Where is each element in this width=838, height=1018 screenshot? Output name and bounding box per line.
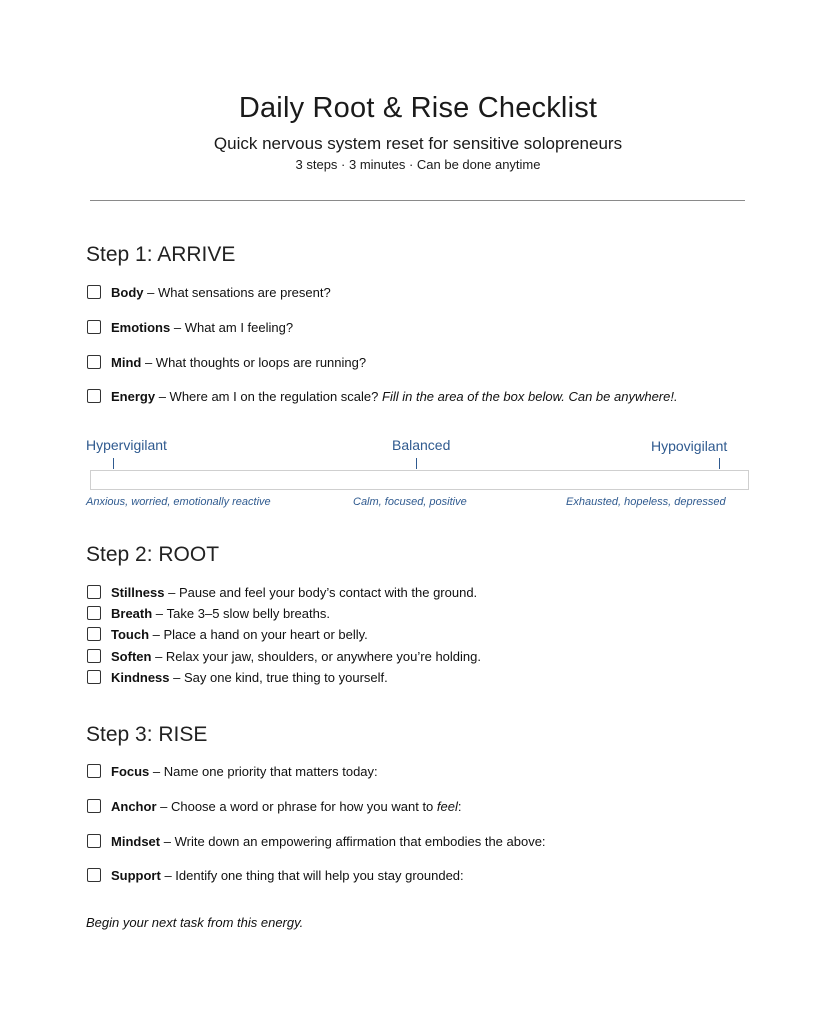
step3-item-anchor: [87, 797, 462, 815]
item-separator: –: [169, 669, 184, 685]
checkbox[interactable]: [87, 355, 101, 369]
item-separator: –: [152, 605, 167, 621]
item-note: Fill in the area of the box below. Can be anywhere!.: [382, 388, 678, 404]
header-divider: [90, 200, 745, 201]
item-text: Name one priority that matters today:: [163, 763, 378, 779]
item-text: Where am I on the regulation scale?: [169, 388, 379, 404]
checkbox[interactable]: [87, 834, 101, 848]
checkbox[interactable]: [87, 585, 101, 599]
item-label: Mindset: [111, 833, 161, 849]
item-separator: –: [156, 798, 171, 814]
step1-item-energy: [87, 387, 678, 405]
scale-label-hypovigilant: Hypovigilant: [651, 438, 728, 454]
checkbox[interactable]: [87, 764, 101, 778]
regulation-scale-box[interactable]: [90, 470, 749, 490]
item-emphasis: feel: [436, 798, 458, 814]
item-separator: –: [164, 584, 179, 600]
item-text: What thoughts or loops are running?: [155, 354, 367, 370]
item-label: Body: [111, 284, 144, 300]
item-label: Focus: [111, 763, 150, 779]
item-separator: –: [141, 354, 156, 370]
item-text: Take 3–5 slow belly breaths.: [166, 605, 330, 621]
item-separator: –: [149, 626, 164, 642]
item-text: What sensations are present?: [157, 284, 331, 300]
step1-heading: Step 1: ARRIVE: [86, 243, 236, 266]
checkbox[interactable]: [87, 627, 101, 641]
checkbox[interactable]: [87, 285, 101, 299]
item-text: Identify one thing that will help you stay grounded:: [175, 867, 464, 883]
checkbox[interactable]: [87, 799, 101, 813]
item-label: Stillness: [111, 584, 165, 600]
item-label: Energy: [111, 388, 156, 404]
item-suffix: :: [457, 798, 462, 814]
step2-item-touch: [87, 625, 368, 643]
step2-heading: Step 2: ROOT: [86, 543, 220, 566]
item-label: Kindness: [111, 669, 170, 685]
item-text: Write down an empowering affirmation that embodies the above:: [174, 833, 546, 849]
checkbox[interactable]: [87, 670, 101, 684]
item-text: Pause and feel your body’s contact with the ground.: [178, 584, 478, 600]
scale-desc-hypervigilant: Anxious, worried, emotionally reactive: [86, 496, 271, 508]
item-separator: –: [155, 388, 170, 404]
item-label: Emotions: [111, 319, 171, 335]
step3-item-support: [87, 866, 464, 884]
scale-desc-hypovigilant: Exhausted, hopeless, depressed: [566, 496, 726, 508]
page-meta: 3 steps · 3 minutes · Can be done anytime: [295, 157, 541, 172]
step2-item-stillness: [87, 583, 477, 601]
scale-desc-balanced: Calm, focused, positive: [353, 496, 467, 508]
item-separator: –: [170, 319, 185, 335]
step2-item-kindness: [87, 668, 388, 686]
checkbox[interactable]: [87, 389, 101, 403]
item-text: Place a hand on your heart or belly.: [163, 626, 368, 642]
scale-label-hypervigilant: Hypervigilant: [86, 437, 167, 453]
checkbox[interactable]: [87, 868, 101, 882]
step1-item-body: [87, 283, 331, 301]
item-separator: –: [151, 648, 166, 664]
checkbox[interactable]: [87, 606, 101, 620]
item-separator: –: [149, 763, 164, 779]
page-subtitle: Quick nervous system reset for sensitive solopreneurs: [213, 134, 623, 153]
step3-item-focus: [87, 762, 378, 780]
scale-tick-center: [416, 458, 417, 469]
item-separator: –: [160, 867, 176, 883]
step1-item-mind: [87, 353, 366, 371]
item-text: What am I feeling?: [184, 319, 294, 335]
item-label: Anchor: [111, 798, 157, 814]
closing-note: Begin your next task from this energy.: [86, 915, 304, 930]
item-separator: –: [160, 833, 175, 849]
step2-item-soften: [87, 647, 481, 665]
scale-tick-left: [113, 458, 114, 469]
checkbox[interactable]: [87, 320, 101, 334]
item-label: Breath: [111, 605, 153, 621]
step1-item-emotions: [87, 318, 293, 336]
item-text: Relax your jaw, shoulders, or anywhere you’re holding.: [165, 648, 481, 664]
checkbox[interactable]: [87, 649, 101, 663]
item-text: Choose a word or phrase for how you want to: [170, 798, 434, 814]
item-label: Touch: [111, 626, 150, 642]
step3-heading: Step 3: RISE: [86, 723, 208, 746]
page-title: Daily Root & Rise Checklist: [238, 92, 598, 124]
item-text: Say one kind, true thing to yourself.: [183, 669, 388, 685]
scale-label-balanced: Balanced: [392, 437, 451, 453]
item-label: Support: [111, 867, 161, 883]
scale-tick-right: [719, 458, 720, 469]
item-separator: –: [143, 284, 158, 300]
step2-item-breath: [87, 604, 330, 622]
item-label: Soften: [111, 648, 152, 664]
item-label: Mind: [111, 354, 142, 370]
step3-item-mindset: [87, 832, 546, 850]
